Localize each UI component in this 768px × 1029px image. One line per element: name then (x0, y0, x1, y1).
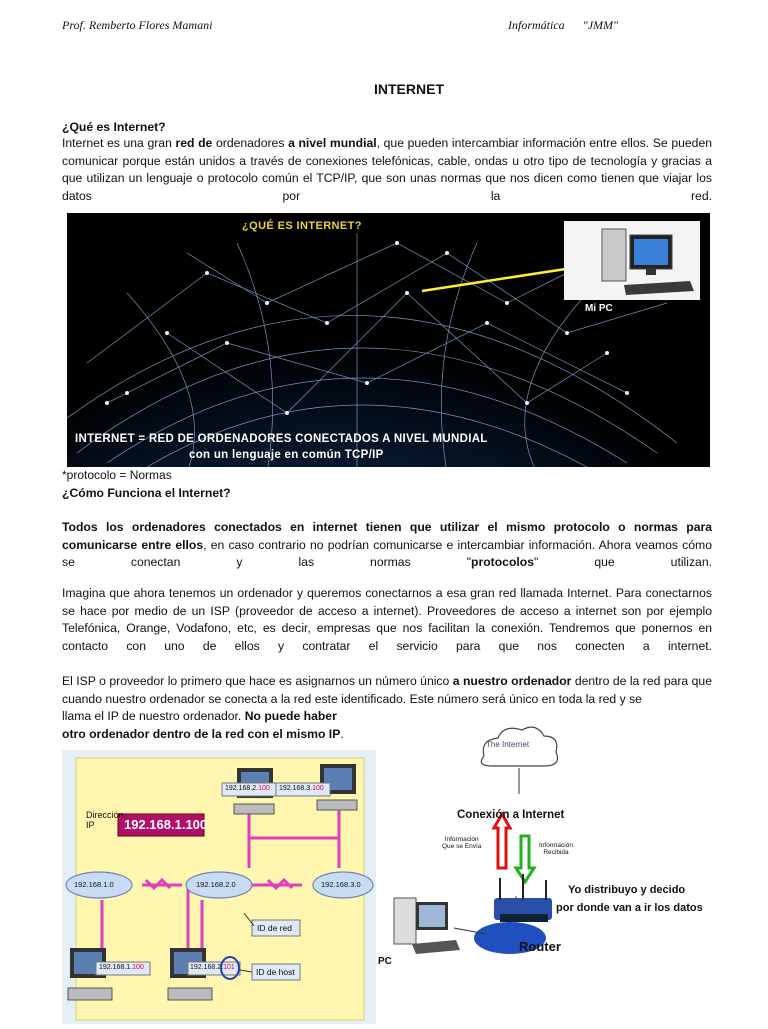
section1-paragraph (62, 135, 712, 205)
node-1-label: 192.168.1.0 (74, 880, 114, 889)
header-subject (508, 18, 618, 33)
header-school: "JMM" (582, 18, 619, 32)
conexion-label: Conexión a Internet (457, 809, 565, 821)
id-red-label: ID de red (257, 923, 292, 933)
mi-pc-picture (564, 221, 700, 300)
node-3-label: 192.168.3.0 (321, 880, 361, 889)
header-author: Prof. Remberto Flores Mamani (62, 18, 213, 32)
dir-ip-label (86, 810, 124, 830)
info-recibida-2: Recibida (543, 849, 569, 856)
section2-paragraph1 (62, 519, 712, 572)
ip-pc-bot2-b: 101 (223, 964, 235, 971)
yo-distribuyo-line1: Yo distribuyo y decido (568, 884, 686, 896)
footnote-protocol: *protocolo = Normas (62, 468, 172, 482)
section2-heading: ¿Cómo Funciona el Internet? (62, 486, 231, 500)
ip-pc-top1-a: 192.168.2. (225, 785, 259, 792)
router-label: Router (519, 939, 561, 954)
ip-pc-bot1-b: 100 (132, 964, 144, 971)
s1-a: Internet es una gran (62, 136, 176, 150)
router-connection-diagram (376, 718, 721, 978)
ip-pc-top2 (279, 785, 324, 792)
ip-pc-bot2-a: 192.168.2. (190, 964, 224, 971)
s2-p1-a: Todos los ordenadores conectados en internet tienen que utilizar el mismo protocolo o normas para comunicarse entre ellos (62, 520, 712, 552)
node-2-label: 192.168.2.0 (196, 880, 236, 889)
s1-b: red de (175, 136, 213, 150)
desktop-computer-icon (564, 221, 700, 300)
pc-label: PC (378, 956, 392, 967)
spacer (362, 690, 712, 710)
s2-p3-b: a nuestro ordenador (452, 674, 572, 688)
s2-p1-d: " que utilizan. (534, 555, 713, 570)
s2-p3-c: dentro de la red para que cuando nuestro ordenador se conecta a la red este identificado. Este número será único en toda la red y se (62, 674, 712, 706)
ip-pc-bot2 (190, 964, 235, 971)
globe-question: ¿QUÉ ES INTERNET? (242, 220, 362, 232)
cloud-label: The Internet (486, 740, 530, 749)
section1-heading: ¿Qué es Internet? (62, 120, 166, 134)
section2-paragraph2: Imagina que ahora tenemos un ordenador y queremos conectarnos a esa gran red llamada Internet. Para conectarnos se hace por medio de un ISP (proveedor de acceso a internet). Proveedores de acceso a internet son por ejemplo Telefónica, Orange, Vodafono, etc, es decir, empresas que nos facilitan la conexión. Tendremos que ponernos en contacto con uno de ellos y contratar el servicio para que nos conecten a internet. (62, 586, 712, 653)
info-enviada-label (442, 836, 481, 850)
globe-caption-line1: INTERNET = RED DE ORDENADORES CONECTADOS A NIVEL MUNDIAL (75, 433, 488, 445)
ip-network-diagram (62, 750, 376, 1024)
ip-pc-top2-b: 100 (312, 785, 324, 792)
ip-pc-top1 (225, 785, 270, 792)
section2-paragraph3-bottom: llama el IP de nuestro ordenador. No puede haber otro ordenador dentro de la red con el mismo IP. (62, 709, 344, 741)
s2-p1-b: , en caso contrario no podrían comunicarse e intercambiar información. Ahora veamos cómo se conectan y las normas " (62, 537, 712, 570)
ip-pc-bot1-a: 192.168.1. (99, 964, 133, 971)
ip-main-value: 192.168.1.100 (124, 817, 208, 832)
mi-pc-label: Mi PC (585, 303, 613, 314)
dir-ip-label-1: Dirección (86, 810, 124, 820)
globe-caption-line2: con un lenguaje en común TCP/IP (189, 449, 384, 461)
s2-p3-d: No puede haber otro ordenador dentro de la red con el mismo IP (62, 709, 341, 741)
info-recibida-label (539, 842, 573, 856)
info-enviada-2: Que se Envía (442, 843, 482, 850)
s1-e: , que pueden intercambiar información entre ellos. Se pueden comunicar porque están unidos a través de conexiones telefónicas, cable, ondas u otro tipo de tecnología y gracias a que utilizan un lenguaje o protocolo común el TCP/IP, que son unas normas que nos dicen como tienen que viajar los datos por la red. (62, 136, 712, 203)
page-title: INTERNET (374, 81, 444, 97)
ip-pc-top2-a: 192.168.3. (279, 785, 313, 792)
s1-c: ordenadores (212, 136, 289, 150)
id-host-label: ID de host (256, 967, 295, 977)
info-recibida-1: Información (539, 842, 573, 849)
info-enviada-1: Información (444, 836, 479, 843)
yo-distribuyo-line2: por donde van a ir los datos (556, 902, 703, 914)
s1-d: a nivel mundial (288, 136, 377, 150)
s2-p3-e: . (340, 726, 344, 741)
ip-pc-bot1 (99, 964, 144, 971)
header-subject-text: Informática (508, 18, 565, 32)
internet-globe-image (67, 213, 710, 467)
ip-pc-top1-b: 100 (258, 785, 270, 792)
s2-p1-c: protocolos (471, 555, 534, 570)
dir-ip-label-2: IP (86, 820, 95, 830)
s2-p3-a: El ISP o proveedor lo primero que hace es asignarnos un número único (62, 674, 453, 688)
